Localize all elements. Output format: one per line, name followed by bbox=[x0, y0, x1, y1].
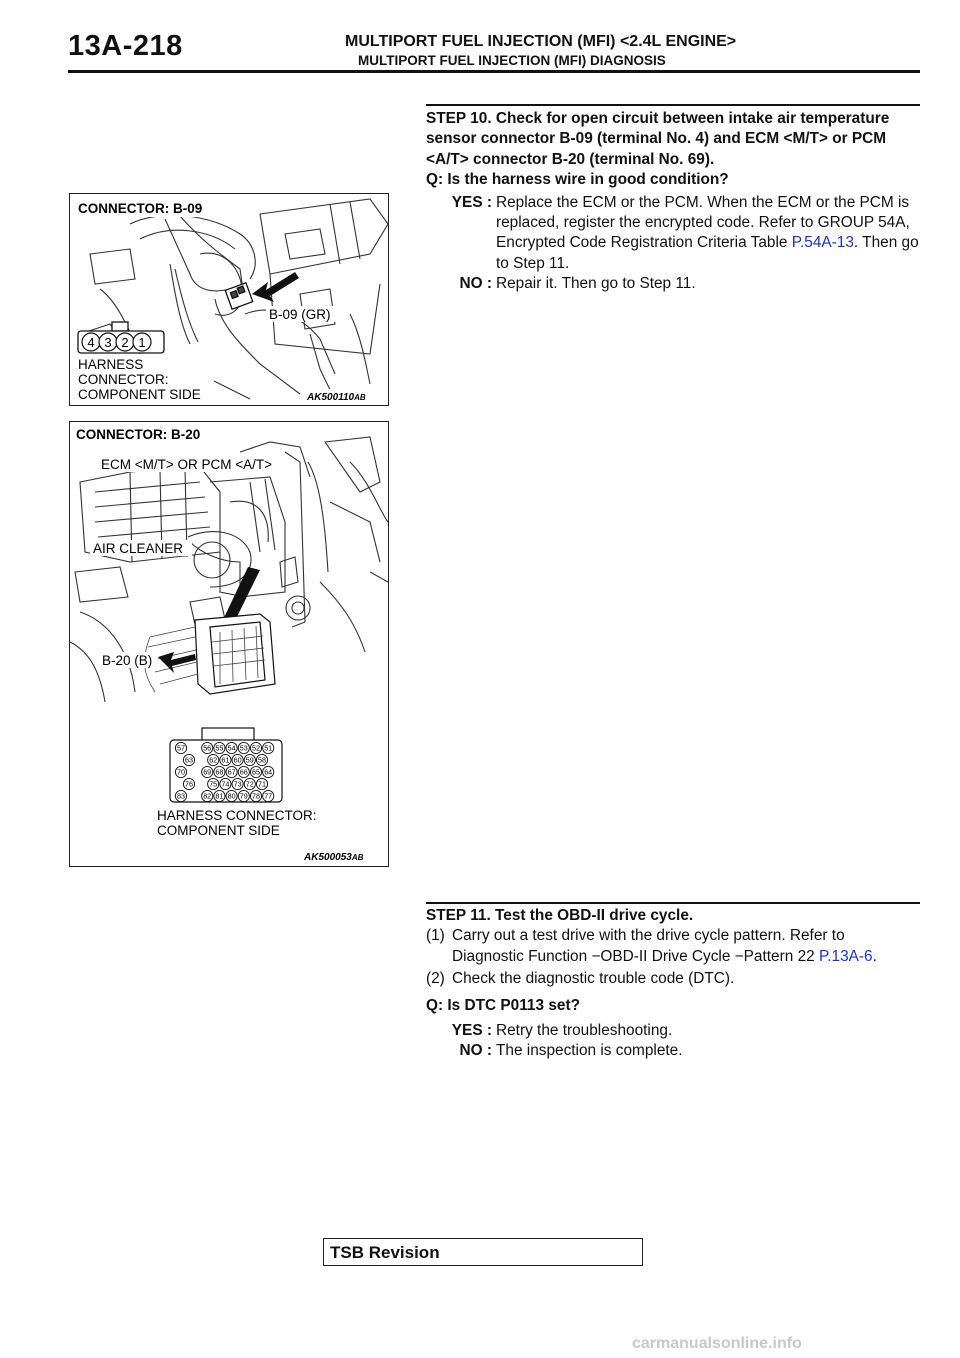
pin-label: 62 bbox=[209, 755, 218, 765]
step10-section bbox=[426, 109, 920, 295]
pin-label: 81 bbox=[215, 791, 224, 801]
harness-label-line: HARNESS bbox=[78, 357, 144, 372]
no-label: NO : bbox=[459, 1042, 492, 1060]
figure-connector-b09 bbox=[69, 193, 389, 406]
pin-label: 77 bbox=[264, 791, 273, 801]
pin-label: 72 bbox=[245, 779, 254, 789]
pin-label: 75 bbox=[209, 779, 218, 789]
pin-label: 4 bbox=[87, 335, 95, 350]
pin-label: 76 bbox=[185, 779, 193, 789]
pin-label: 80 bbox=[227, 791, 236, 801]
step11-rule bbox=[426, 902, 920, 904]
pin-label: 82 bbox=[203, 791, 212, 801]
air-cleaner-label: AIR CLEANER bbox=[93, 541, 184, 556]
step10-no-answer bbox=[426, 274, 920, 294]
pin-label: 63 bbox=[185, 755, 193, 765]
callout-label: B-09 (GR) bbox=[269, 307, 331, 322]
page-ref-link[interactable]: P.54A-13 bbox=[791, 234, 854, 252]
figure-b09-drawing bbox=[70, 194, 388, 405]
header-title: MULTIPORT FUEL INJECTION (MFI) <2.4L ENGINE> bbox=[345, 33, 737, 50]
pin-label: 55 bbox=[215, 743, 224, 753]
pin-label: 79 bbox=[239, 791, 248, 801]
pin-label: 68 bbox=[215, 767, 224, 777]
yes-text: Retry the troubleshooting. bbox=[496, 1022, 673, 1040]
step10-yes-answer bbox=[426, 193, 920, 275]
pin-label: 69 bbox=[203, 767, 212, 777]
ecm-label: ECM <M/T> OR PCM <A/T> bbox=[101, 457, 273, 472]
step10-question: Q: Is the harness wire in good condition? bbox=[426, 171, 729, 189]
yes-label: YES : bbox=[451, 193, 492, 211]
pin-label: 66 bbox=[239, 767, 248, 777]
pin-label: 51 bbox=[264, 743, 273, 753]
pin-label: 64 bbox=[264, 767, 273, 777]
pin-label: 65 bbox=[252, 767, 260, 777]
connector-label: CONNECTOR: B-09 bbox=[78, 201, 203, 216]
pin-label: 54 bbox=[227, 743, 236, 753]
pin-label: 60 bbox=[233, 755, 242, 765]
tsb-revision-label: TSB Revision bbox=[330, 1243, 440, 1262]
pin-label: 3 bbox=[104, 335, 112, 350]
step11-yes-answer bbox=[426, 1021, 920, 1041]
harness-label-line: COMPONENT SIDE bbox=[157, 823, 280, 838]
connector-label: CONNECTOR: B-20 bbox=[76, 427, 201, 442]
no-text: Repair it. Then go to Step 11. bbox=[496, 275, 696, 293]
page-ref-link[interactable]: P.13A-6 bbox=[818, 947, 873, 965]
step11-item: (2) Check the diagnostic trouble code (DTC). bbox=[426, 970, 735, 988]
watermark: carmanualsonline.info bbox=[632, 1335, 802, 1352]
step11-item: (1) Carry out a test drive with the drive cycle pattern. Refer to Diagnostic Function −OBD-II Drive Cycle −Pattern 22 P.13A-6. bbox=[426, 927, 877, 965]
figure-code: AK500053AB bbox=[304, 852, 364, 863]
header-subtitle: MULTIPORT FUEL INJECTION (MFI) DIAGNOSIS bbox=[358, 53, 666, 68]
harness-label-line: COMPONENT SIDE bbox=[78, 387, 201, 402]
header-rule bbox=[68, 70, 920, 73]
step11-title: STEP 11. Test the OBD-II drive cycle. bbox=[426, 907, 694, 924]
page-code: 13A-218 bbox=[68, 30, 183, 62]
harness-label-line: HARNESS CONNECTOR: bbox=[157, 808, 317, 823]
pin-label: 67 bbox=[227, 767, 236, 777]
pin-label: 57 bbox=[177, 743, 185, 753]
pin-label: 83 bbox=[177, 791, 185, 801]
pin-label: 58 bbox=[258, 755, 266, 765]
pin-label: 56 bbox=[203, 743, 212, 753]
pin-label: 73 bbox=[233, 779, 242, 789]
figure-b20-drawing bbox=[70, 422, 388, 866]
pin-label: 78 bbox=[252, 791, 260, 801]
step11-no-answer bbox=[426, 1041, 920, 1061]
figure-connector-b20 bbox=[69, 421, 389, 867]
step10-rule bbox=[426, 104, 920, 106]
yes-text: Replace the ECM or the PCM. When the ECM or the PCM is replaced, register the encrypted code. Refer to GROUP 54A, Encrypted Code Registration Criteria Table P.54A-13. Then go to Step 11. bbox=[496, 193, 919, 272]
callout-label: B-20 (B) bbox=[102, 653, 153, 668]
no-text: The inspection is complete. bbox=[496, 1042, 683, 1060]
step10-title: STEP 10. Check for open circuit between intake air temperature sensor connector B-09 (terminal No. 4) and ECM <M/T> or PCM <A/T> connector B-20 (terminal No. 69). bbox=[426, 110, 890, 168]
pin-label: 53 bbox=[239, 743, 248, 753]
step11-question: Q: Is DTC P0113 set? bbox=[426, 996, 580, 1014]
pin-label: 59 bbox=[245, 755, 254, 765]
yes-label: YES : bbox=[451, 1022, 492, 1040]
figure-code: AK500110AB bbox=[307, 392, 366, 403]
pin-label: 70 bbox=[177, 767, 185, 777]
no-label: NO : bbox=[459, 275, 492, 293]
harness-label-line: CONNECTOR: bbox=[78, 372, 169, 387]
pin-label: 2 bbox=[121, 335, 129, 350]
step11-section bbox=[426, 906, 920, 1062]
pin-label: 71 bbox=[258, 779, 266, 789]
pin-label: 61 bbox=[221, 755, 230, 765]
pin-label: 1 bbox=[138, 335, 146, 350]
pin-label: 74 bbox=[221, 779, 230, 789]
tsb-revision-box bbox=[323, 1238, 643, 1266]
pin-label: 52 bbox=[252, 743, 260, 753]
